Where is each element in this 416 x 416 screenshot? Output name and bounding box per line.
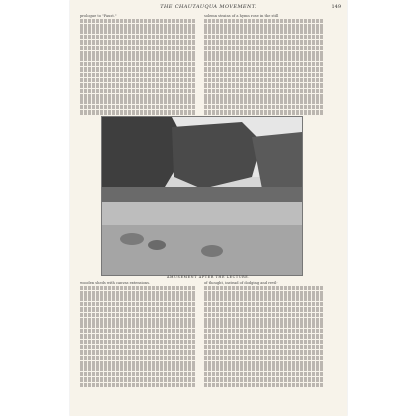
text-column-left-top: [80, 14, 195, 114]
illegible-lines: [80, 19, 195, 115]
illegible-lines: [80, 286, 195, 388]
photo-illustration: [102, 117, 302, 275]
photo-crowd: [102, 187, 302, 202]
engraved-photograph: [101, 116, 303, 276]
photo-figure-group: [201, 245, 223, 257]
illegible-lines: [204, 286, 324, 388]
photo-figure-group: [120, 233, 144, 245]
book-page: [70, 0, 347, 416]
column-opening-text: prologue to "Faust.": [80, 14, 117, 18]
figure-caption: AMUSEMENT AFTER THE LECTURE.: [166, 275, 251, 279]
page-number: 149: [331, 4, 341, 10]
text-column-right-top: [204, 14, 324, 114]
illegible-lines: [204, 19, 324, 115]
text-column-left-bottom: [80, 281, 195, 383]
column-opening-text: of thought, instead of dodging and revil-: [204, 281, 278, 285]
column-opening-text: wooden sheds with canvas extensions.: [80, 281, 151, 285]
text-column-right-bottom: [204, 281, 324, 383]
photo-figure-group: [148, 240, 166, 250]
column-opening-text: solemn strains of a hymn rose in the still: [204, 14, 279, 18]
running-title: THE CHAUTAUQUA MOVEMENT.: [160, 4, 257, 10]
